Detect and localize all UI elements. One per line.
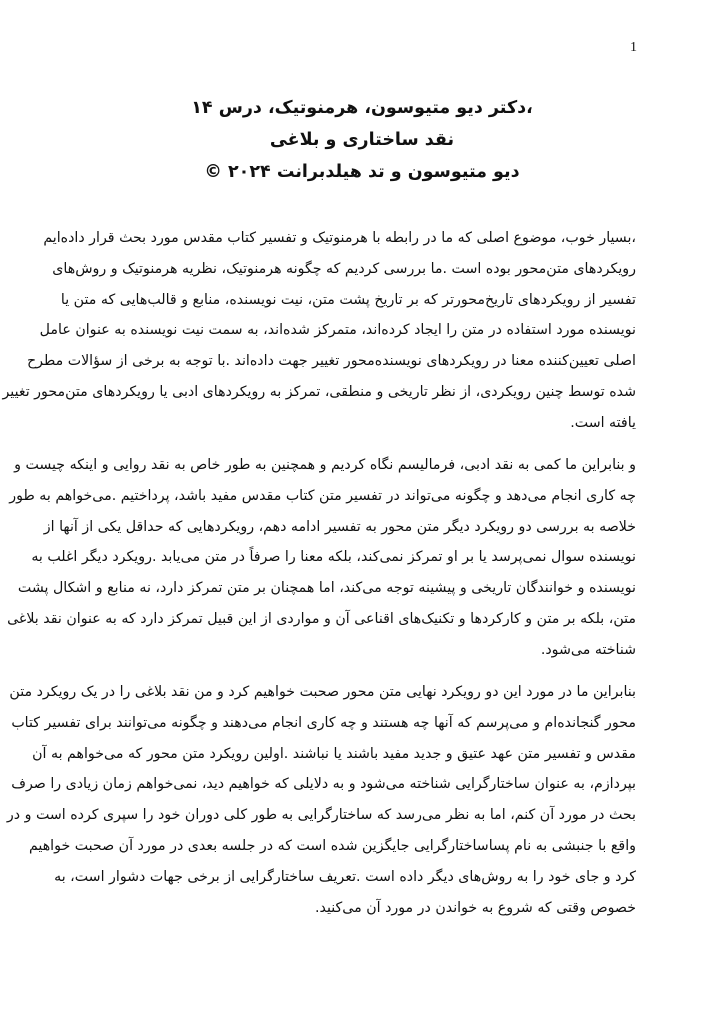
text-line: شده توسط چنین رویکردی، از نظر تاریخی و منطقی، تمرکز به رویکردهای ادبی یا رویکردهای متن‌محور تغییر (2, 383, 636, 400)
text-line: نویسنده و خوانندگان تاریخی و پیشینه توجه می‌کند، اما همچنان بر متن تمرکز دارد، نه منابع و اشکال پشت (17, 580, 636, 597)
text-line: خلاصه به بررسی دو رویکرد دیگر متن محور به تفسیر ادامه دهم، رویکردهایی که حداقل یکی از آنها از (43, 518, 636, 535)
text-line: اصلی تعیین‌کننده معنا در رویکردهای نویسنده‌محور تغییر جهت داده‌اند .با توجه به برخی از سؤالات مطرح (26, 353, 636, 370)
text-line: نویسنده سوال نمی‌پرسد یا بر او تمرکز نمی‌کند، بلکه معنا را صرفاً در متن می‌یابد .رویکرد دیگر اغلب به (31, 549, 636, 566)
text-line: خصوص وقتی که شروع به خواندن در مورد آن می‌کنید. (314, 899, 636, 916)
text-line: مقدس و تفسیر متن عهد عتیق و جدید مفید باشند یا نباشند .اولین رویکرد متن محور که می‌خواهم به آن (32, 745, 636, 762)
text-line: شناخته می‌شود. (540, 641, 636, 658)
text-line: بنابراین ما در مورد این دو رویکرد نهایی متن محور صحبت خواهیم کرد و من نقد بلاغی را در یک رویکرد متن (9, 684, 636, 700)
text-line: رویکردهای متن‌محور بوده است .ما بررسی کردیم که چگونه هرمنوتیک، نظریه هرمنوتیک و روش‌های (52, 260, 636, 277)
text-line: نویسنده مورد استفاده در متن را ایجاد کرده‌اند، متمرکز شده‌اند، به سمت نیت نویسنده به عنوان عامل (39, 322, 636, 339)
text-line: و بنابراین ما کمی به نقد ادبی، فرمالیسم نگاه کردیم و همچنین به طور خاص به نقد روایی و اینکه چیست و (14, 457, 636, 473)
text-line: ،بسیار خوب، موضوع اصلی که ما در رابطه با هرمنوتیک و تفسیر کتاب مقدس مورد بحث قرار داده‌ایم (43, 230, 636, 246)
paragraph-3 (6, 677, 636, 923)
title-line: نقد ساختاری و بلاغی (269, 130, 455, 150)
text-line: محور گنجانده‌ام و می‌پرسم که آنها چه هستند و چه کاری انجام می‌دهند و چگونه می‌توانند برای تفسیر کتاب (11, 714, 636, 731)
title-line: دیو متیوسون و تد هیلدبرانت ۲۰۲۴ © (204, 162, 520, 182)
text-line: بپردازم، به عنوان ساختارگرایی شناخته می‌شود و به دلایلی که خواهیم دید، نمی‌خواهم زمان زیادی را صرف (11, 776, 636, 793)
text-line: کرد و جای خود را به روش‌های دیگر داده است .تعریف ساختارگرایی از برخی جهات دشوار است، به (54, 868, 636, 885)
page-number: 1 (630, 40, 637, 55)
text-line: متن، بلکه بر متن و کارکردها و تکنیک‌های اقناعی آن و مواردی از این قبیل تمرکز دارد که به عنوان نقد بلاغی (7, 610, 636, 627)
text-line: واقع با جنبشی به نام پساساختارگرایی جایگزین شده است که در جلسه بعدی در مورد آن صحبت خواهیم (28, 837, 636, 854)
text-line: بحث در مورد آن کنم، اما به نظر می‌رسد که ساختارگرایی به طور کلی دوران خود را سپری کرده است و در (6, 807, 636, 824)
title-line: ،دکتر دیو متیوسون، هرمنوتیک، درس ۱۴ (191, 98, 533, 118)
text-line: چه کاری انجام می‌دهد و چگونه می‌تواند در تفسیر متن کتاب مقدس مفید باشد، پرداختیم .می‌خواهم به طور (9, 487, 636, 504)
text-line: یافته است. (570, 414, 636, 431)
text-line: تفسیر از رویکردهای تاریخ‌محورتر که بر تاریخ پشت متن، نیت نویسنده، منابع و قالب‌هایی که متن یا (60, 291, 636, 308)
paragraph-2 (7, 450, 636, 666)
document-title-block (0, 92, 724, 188)
paragraph-1 (2, 223, 636, 439)
